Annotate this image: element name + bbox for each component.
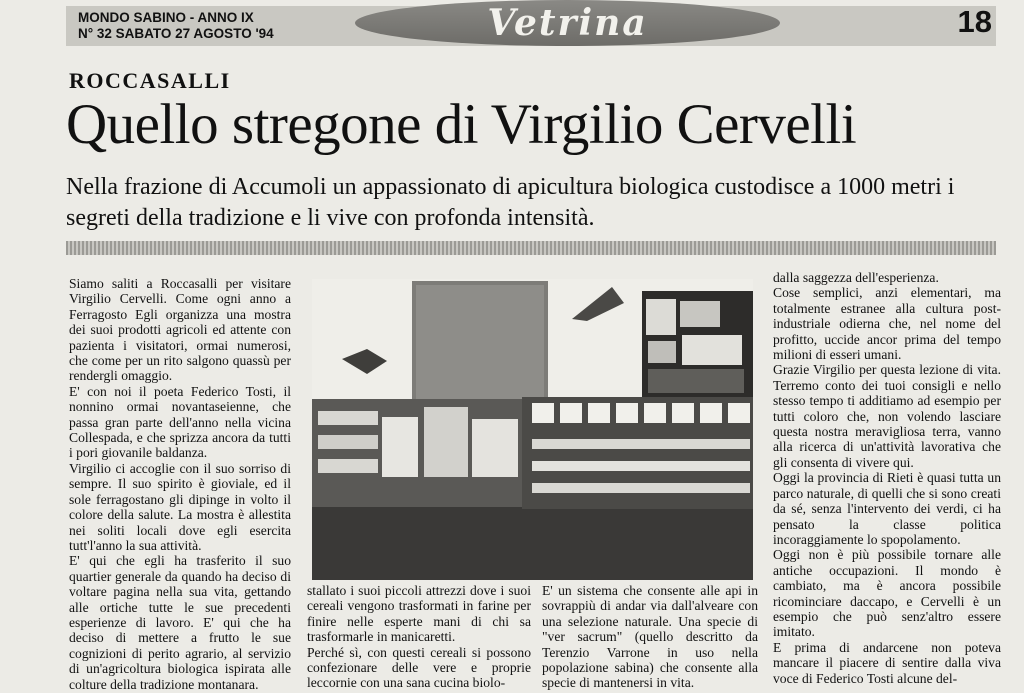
paragraph: Grazie Virgilio per questa lezione di vita. Terremo conto dei tuoi consigli e nello stesso tempo ti additiamo ad esempio per tutti coloro che, non volendo lasciare questa nostra meravigliosa terra, vanno alla ricerca di un'attività lavorativa che gli consenta di vivere qui. — [773, 362, 1001, 470]
paragraph: E' con noi il poeta Federico Tosti, il nonnino ormai novantaseienne, che passa gran parte dell'anno nella vicina Collespada, e che sprizza ancora da tutti i pori giovanile baldanza. — [69, 383, 291, 461]
paragraph: Virgilio ci accoglie con il suo sorriso di sempre. Il suo spirito è gioviale, ed il sole ferragostano gli dipinge in volto il colore della salute. La mostra è allestita nei soliti locali dove egli esercita tutt'l'anno la sua attività. — [69, 460, 291, 553]
paragraph: stallato i suoi piccoli attrezzi dove i suoi cereali vengono trasformati in farine per finire nelle esperte mani di chi sa trasformarle in manicaretti. — [307, 583, 531, 645]
article-column-1 — [69, 276, 291, 692]
page-number: 18 — [957, 4, 992, 39]
article-kicker: ROCCASALLI — [69, 68, 231, 93]
paragraph: dalla saggezza dell'esperienza. — [773, 270, 939, 285]
article-column-2 — [307, 583, 531, 691]
paragraph: Perché sì, con questi cereali si possono confezionare delle vere e proprie leccornie con una sana cucina biolo- — [307, 644, 531, 691]
article-column-3 — [542, 583, 758, 691]
paragraph: E' qui che egli ha trasferito il suo quartier generale da quando ha deciso di voltare pagina nella sua vita, gettando alle ortiche tutte le sue precedenti esperienze di lavoro. E' qui che ha deciso di mettere a frutto le sue cognizioni di perito agrario, al servizio di un'agricoltura biologica ispirata alle colture della tradizione montanara. — [69, 553, 291, 692]
article-title: Quello stregone di Virgilio Cervelli — [66, 93, 857, 156]
article-column-4 — [773, 270, 1001, 686]
paragraph: Oggi non è più possibile tornare alle antiche occupazioni. Il mondo è cambiato, ma è ancora possibile ricominciare daccapo, e Cervelli è un esempio che può senz'altro essere imitato. — [773, 547, 1001, 640]
article-photo — [312, 279, 753, 580]
divider-rule — [66, 241, 996, 255]
paragraph: Cose semplici, anzi elementari, ma totalmente estranee alla cultura post-industriale odierna che, nel nome del profitto, uccide ancor prima del tempo milioni di esseri umani. — [773, 285, 1001, 363]
paragraph: E prima di andarcene non poteva mancare il piacere di sentire dalla viva voce di Federico Tosti alcune del- — [773, 639, 1001, 686]
paragraph: E' un sistema che consente alle api in sovrappiù di andar via dall'alveare con una selezione naturale. Una specie di "ver sacrum" (quello descritto da Terenzio Varrone in uso nella popolazione sabina) che consente alla specie di mantenersi in vita. — [542, 583, 758, 691]
photo-exhibit-illustration — [312, 279, 753, 580]
paragraph: Siamo saliti a Roccasalli per visitare Virgilio Cervelli. Come ogni anno a Ferragosto Egli organizza una mostra dei suoi prodotti agricoli ed attente con pazienta i visitatori, ormai numerosi, che come per un rito salgono quassù per rendergli omaggio. — [69, 276, 291, 384]
section-title: Vetrina — [487, 2, 648, 44]
article-subtitle: Nella frazione di Accumoli un appassionato di apicultura biologica custodisce a 1000 metri i segreti della tradizione e li vive con profonda intensità. — [66, 174, 955, 231]
paragraph: Oggi la provincia di Rieti è quasi tutta un parco naturale, di quelli che si sono creati da sé, senza l'intervento dei verdi, ci ha pensato la classe politica incoraggiamente lo spopolamento. — [773, 470, 1001, 547]
masthead: MONDO SABINO - ANNO IX N° 32 SABATO 27 AGOSTO '94 — [78, 10, 274, 41]
